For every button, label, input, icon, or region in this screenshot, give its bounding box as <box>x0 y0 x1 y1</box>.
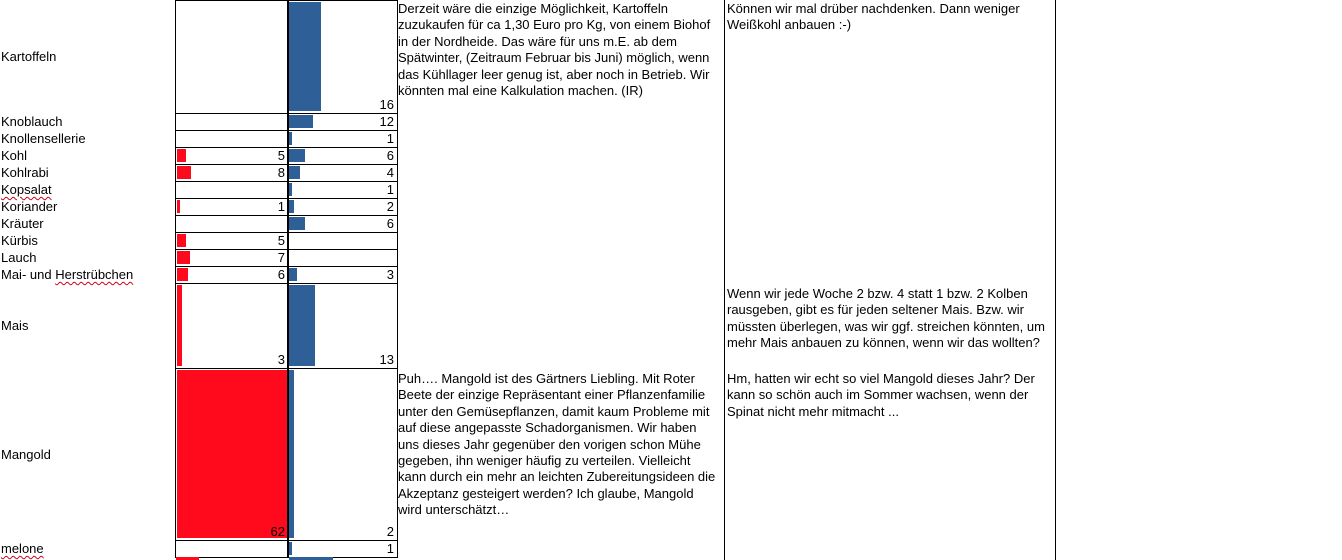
value-blue: 6 <box>386 148 394 163</box>
row-label: Kohlrabi <box>1 165 49 180</box>
cell-blue <box>287 249 398 267</box>
comment-mangold-team: Puh…. Mangold ist des Gärtners Liebling. Mit Roter Beete der einzige Repräsentant einer Pflanzenfamilie unter den Gemüsepflanzen, damit kaum Probleme mit auf diese angepasste Schadorganismen. Wir haben uns dieses Jahr gegenüber den vorigen schon Mühe gegeben, ihn weniger häufig zu verteilen. Vielleicht kann durch ein mehr an leichten Zubereitungsideen die Akzeptanz gesteigert werden? Ich glaube, Mangold wird unterschätzt… <box>398 371 716 518</box>
cell-red <box>175 130 289 148</box>
bar-blue <box>289 2 321 111</box>
value-red: 5 <box>277 148 285 163</box>
row-label: Knollensellerie <box>1 131 86 146</box>
cell-red <box>175 540 289 558</box>
column-divider <box>724 0 725 560</box>
bar-red <box>177 370 287 538</box>
value-blue: 4 <box>386 165 394 180</box>
row-label: Mais <box>1 318 29 333</box>
value-red: 5 <box>277 233 285 248</box>
value-blue: 1 <box>386 131 394 146</box>
row-label: Kürbis <box>1 233 38 248</box>
row-label: Knoblauch <box>1 114 63 129</box>
comment-kartoffeln-team: Derzeit wäre die einzige Möglichkeit, Kartoffeln zuzukaufen für ca 1,30 Euro pro Kg, von einem Biohof in der Nordheide. Das wäre für uns m.E. ab dem Spätwinter, (Zeitraum Februar bis Juni) möglich, wenn das Kühllager leer genug ist, aber noch in Betrieb. Wir könnten mal eine Kalkulation machen. (IR) <box>398 1 711 99</box>
value-red: 8 <box>277 165 285 180</box>
row-label: Kopsalat <box>1 182 52 197</box>
value-red: 6 <box>277 267 285 282</box>
bar-blue <box>289 370 294 538</box>
row-label: Kohl <box>1 148 28 163</box>
value-blue: 2 <box>386 524 394 539</box>
row-label: Lauch <box>1 250 37 265</box>
row-label: Koriander <box>1 199 58 214</box>
cell-blue <box>287 368 398 541</box>
comment-mais-reply: Wenn wir jede Woche 2 bzw. 4 statt 1 bzw. 2 Kolben rausgeben, gibt es für jeden seltener Mais. Bzw. wir müssten überlegen, was wir ggf. streichen könnten, um mehr Mais anbauen zu können, wenn wir das wollten? <box>727 286 1045 351</box>
value-blue: 13 <box>379 352 394 367</box>
value-blue: 3 <box>386 267 394 282</box>
row-label: Mai- und Herstrübchen <box>1 267 134 282</box>
row-label: Kräuter <box>1 216 44 231</box>
cell-red <box>175 181 289 199</box>
column-divider <box>1055 0 1056 560</box>
comment-mangold-reply: Hm, hatten wir echt so viel Mangold dieses Jahr? Der kann so schön auch im Sommer wachsen, wenn der Spinat nicht mehr mitmacht ... <box>727 371 1035 419</box>
row-label: Kartoffeln <box>1 49 57 64</box>
cell-red <box>175 0 289 114</box>
cell-red <box>175 215 289 233</box>
row-label: Mangold <box>1 446 51 462</box>
value-blue: 6 <box>386 216 394 231</box>
row-label: melone <box>1 541 44 556</box>
value-blue: 2 <box>386 199 394 214</box>
value-blue: 1 <box>386 182 394 197</box>
cell-blue <box>287 232 398 250</box>
value-blue: 1 <box>386 541 394 556</box>
value-red: 62 <box>270 524 285 539</box>
value-red: 3 <box>277 352 285 367</box>
value-red: 1 <box>277 199 285 214</box>
value-red: 7 <box>277 250 285 265</box>
comment-kartoffeln-reply: Können wir mal drüber nachdenken. Dann weniger Weißkohl anbauen :-) <box>727 1 1020 33</box>
cell-red <box>175 113 289 131</box>
value-blue: 12 <box>379 114 394 129</box>
value-blue: 16 <box>379 97 394 112</box>
